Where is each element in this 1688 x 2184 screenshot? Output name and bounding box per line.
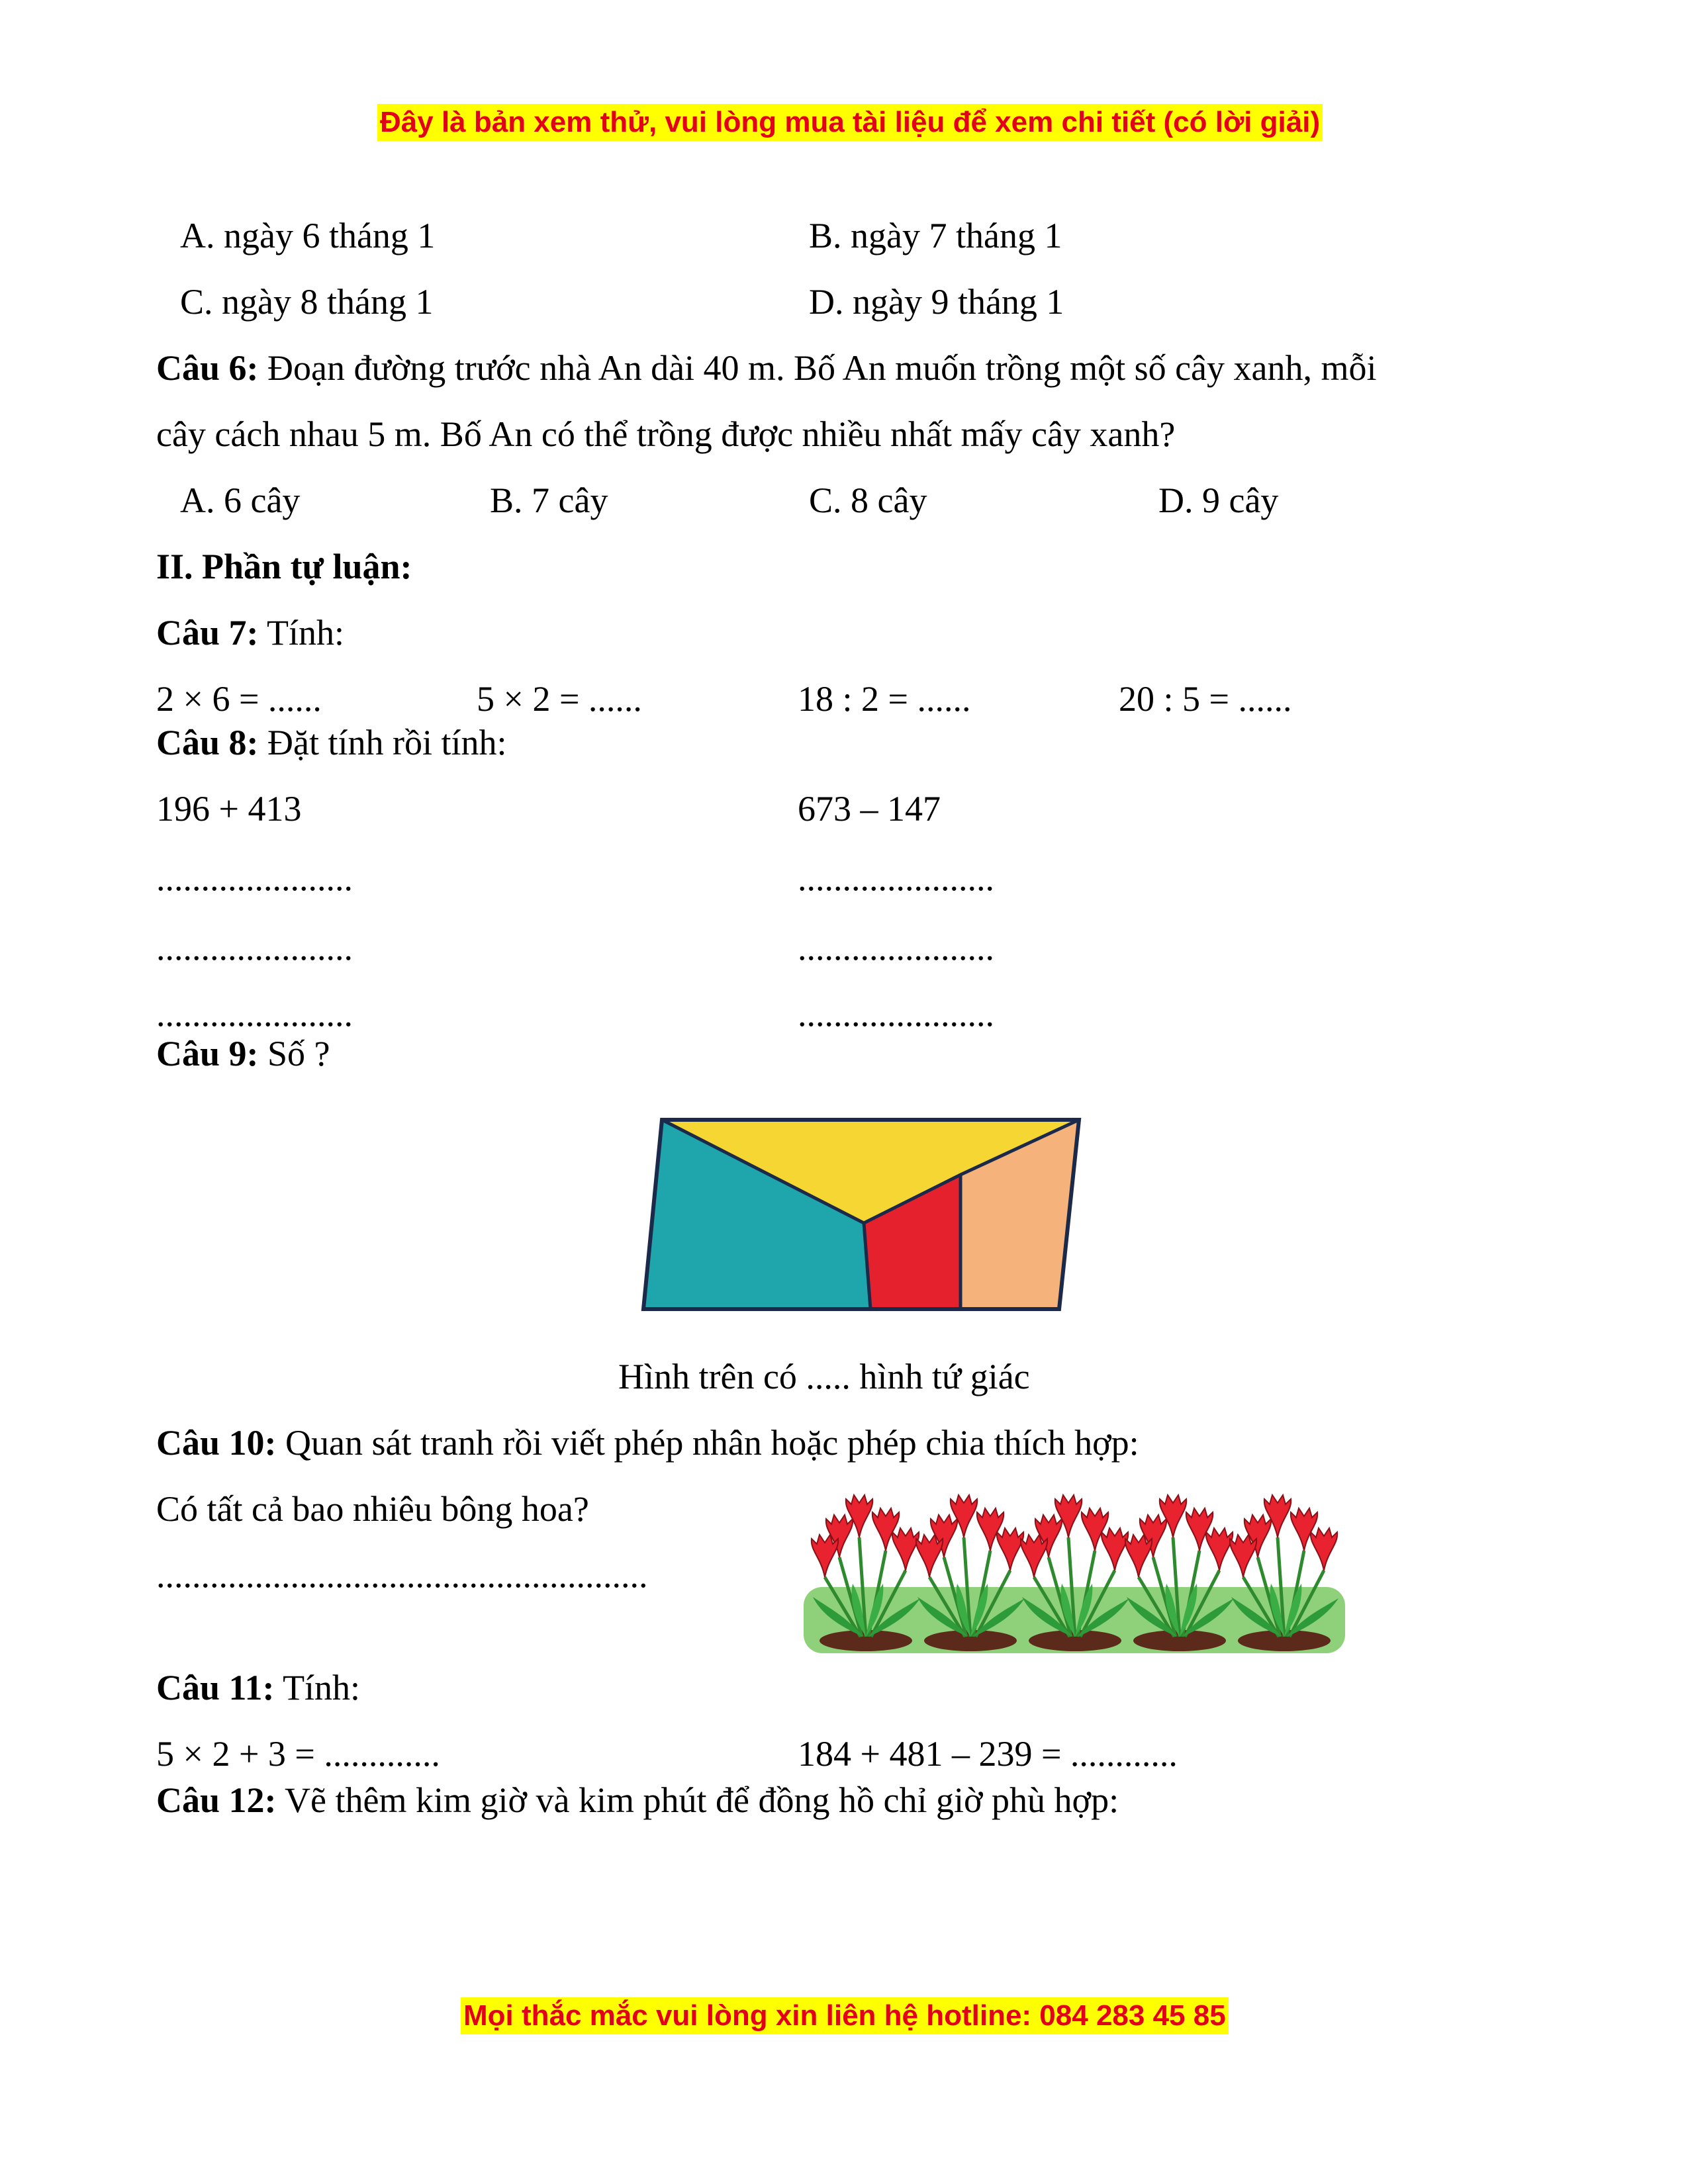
q10-heading bbox=[156, 1422, 1139, 1464]
quadrilateral-figure bbox=[635, 1112, 1086, 1324]
q10-label: Câu 10: bbox=[156, 1423, 277, 1463]
flowers-image bbox=[800, 1488, 1349, 1660]
q9-label: Câu 9: bbox=[156, 1034, 259, 1073]
q10-text: Quan sát tranh rồi viết phép nhân hoặc phép chia thích hợp: bbox=[276, 1423, 1139, 1463]
q7-label: Câu 7: bbox=[156, 613, 259, 653]
q6-line2: cây cách nhau 5 m. Bố An có thể trồng được nhiều nhất mấy cây xanh? bbox=[156, 414, 1176, 454]
q10-question: Có tất cả bao nhiêu bông hoa? bbox=[156, 1489, 589, 1529]
q8-left-answer-line: ...................... bbox=[156, 928, 353, 968]
q12-label: Câu 12: bbox=[156, 1780, 277, 1820]
q9-heading bbox=[156, 1032, 330, 1075]
q7-text: Tính: bbox=[258, 613, 345, 653]
q6-option-b: B. 7 cây bbox=[490, 480, 608, 520]
q11-left-expression: 5 × 2 + 3 = ............. bbox=[156, 1734, 440, 1774]
q11-label: Câu 11: bbox=[156, 1668, 275, 1707]
q5-option-c: C. ngày 8 tháng 1 bbox=[180, 282, 434, 322]
q5-option-b: B. ngày 7 tháng 1 bbox=[809, 216, 1062, 255]
q8-left-answer-line: ...................... bbox=[156, 858, 353, 898]
q9-caption: Hình trên có ..... hình tứ giác bbox=[618, 1357, 1030, 1396]
q8-label: Câu 8: bbox=[156, 723, 259, 762]
q7-heading bbox=[156, 612, 344, 654]
q7-item-2: 5 × 2 = ...... bbox=[477, 679, 642, 719]
q6-option-a: A. 6 cây bbox=[180, 480, 301, 520]
q8-left-expression: 196 + 413 bbox=[156, 789, 302, 829]
q8-heading bbox=[156, 721, 506, 764]
q8-text: Đặt tính rồi tính: bbox=[258, 723, 507, 762]
q7-item-3: 18 : 2 = ...... bbox=[798, 679, 971, 719]
q8-left-answer-line: ...................... bbox=[156, 994, 353, 1034]
preview-banner: Đây là bản xem thử, vui lòng mua tài liệu để xem chi tiết (có lời giải) bbox=[377, 104, 1323, 141]
q5-option-a: A. ngày 6 tháng 1 bbox=[180, 216, 436, 255]
q11-text: Tính: bbox=[274, 1668, 361, 1707]
q7-item-1: 2 × 6 = ...... bbox=[156, 679, 322, 719]
q6-option-c: C. 8 cây bbox=[809, 480, 927, 520]
q6-option-d: D. 9 cây bbox=[1158, 480, 1279, 520]
hotline-banner: Mọi thắc mắc vui lòng xin liên hệ hotline: 084 283 45 85 bbox=[461, 1997, 1229, 2034]
q10-answer-line: ....................................................... bbox=[156, 1555, 648, 1595]
q11-heading bbox=[156, 1666, 360, 1709]
section-title: II. Phần tự luận: bbox=[156, 547, 412, 586]
q6-text: Đoạn đường trước nhà An dài 40 m. Bố An muốn trồng một số cây xanh, mỗi bbox=[258, 348, 1377, 388]
q8-right-expression: 673 – 147 bbox=[798, 789, 941, 829]
q9-text: Số ? bbox=[258, 1034, 330, 1073]
q8-right-answer-line: ...................... bbox=[798, 994, 994, 1034]
q8-right-answer-line: ...................... bbox=[798, 928, 994, 968]
q12-heading bbox=[156, 1779, 1119, 1821]
q5-option-d: D. ngày 9 tháng 1 bbox=[809, 282, 1064, 322]
q11-right-expression: 184 + 481 – 239 = ............ bbox=[798, 1734, 1178, 1774]
q6-line1 bbox=[156, 347, 1377, 389]
q7-item-4: 20 : 5 = ...... bbox=[1119, 679, 1292, 719]
q12-text: Vẽ thêm kim giờ và kim phút để đồng hồ chỉ giờ phù hợp: bbox=[276, 1780, 1119, 1820]
q8-right-answer-line: ...................... bbox=[798, 858, 994, 898]
q6-label: Câu 6: bbox=[156, 348, 259, 388]
